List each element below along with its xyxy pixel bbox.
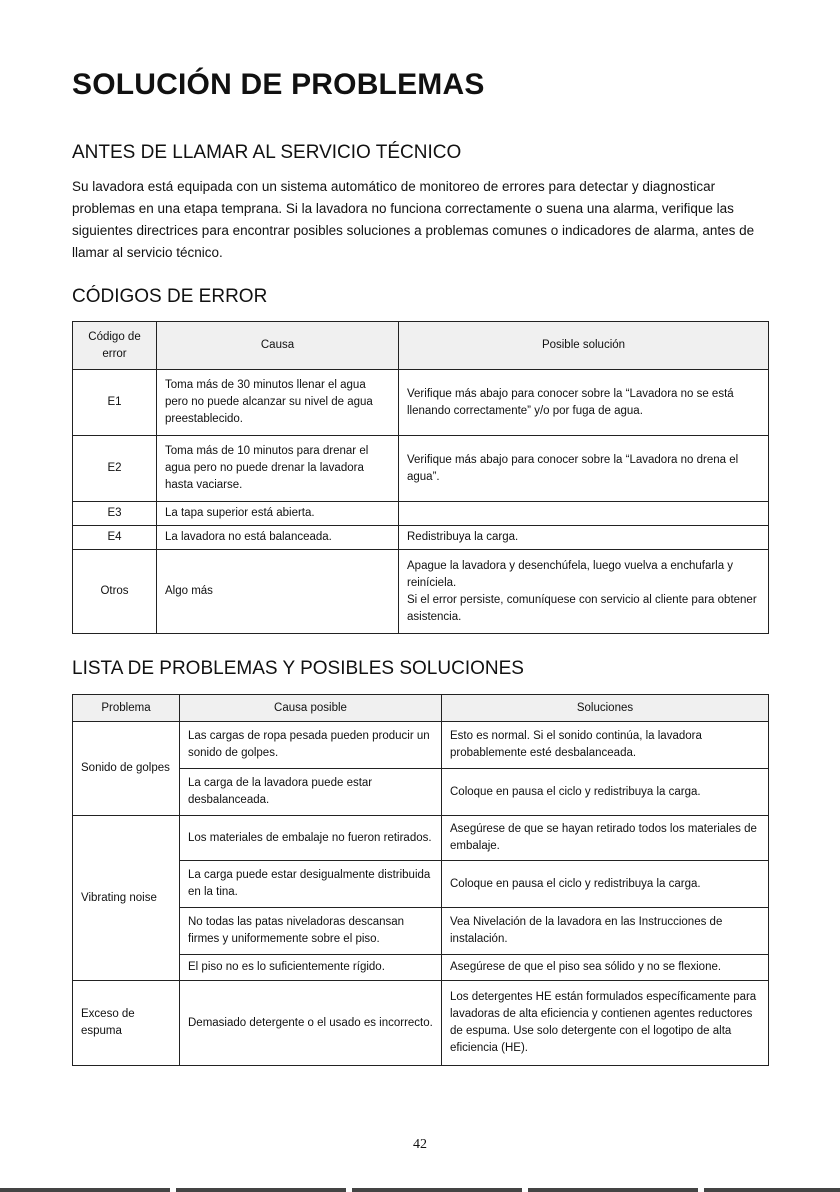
problem-solution: Esto es normal. Si el sonido continúa, la lavadora probablemente esté desbalanceada.	[442, 722, 769, 769]
error-code: E3	[73, 502, 157, 526]
table-row	[73, 370, 769, 436]
section-heading-problems: LISTA DE PROBLEMAS Y POSIBLES SOLUCIONES	[72, 658, 524, 679]
header-solution: Posible solución	[399, 322, 769, 370]
error-cause: La lavadora no está balanceada.	[157, 526, 399, 550]
table-row	[73, 722, 769, 769]
error-solution: Redistribuya la carga.	[399, 526, 769, 550]
table-row	[73, 816, 769, 861]
problem-name: Vibrating noise	[73, 816, 180, 981]
problem-cause: Demasiado detergente o el usado es incorrecto.	[180, 981, 442, 1066]
error-code: E4	[73, 526, 157, 550]
problem-solution: Vea Nivelación de la lavadora en las Instrucciones de instalación.	[442, 908, 769, 955]
problem-cause: La carga de la lavadora puede estar desbalanceada.	[180, 769, 442, 816]
error-cause: La tapa superior está abierta.	[157, 502, 399, 526]
section-heading-before-calling: ANTES DE LLAMAR AL SERVICIO TÉCNICO	[72, 142, 462, 163]
intro-paragraph: Su lavadora está equipada con un sistema automático de monitoreo de errores para detectar y diagnosticar problemas en una etapa temprana. Si la lavadora no funciona correctamente o suena una alarma, verifique las siguientes directrices para encontrar posibles soluciones a problemas comunes o indicadores de alarma, antes de llamar al servicio técnico.	[72, 179, 755, 260]
error-cause: Algo más	[157, 550, 399, 634]
error-code: E1	[73, 370, 157, 436]
error-solution: Verifique más abajo para conocer sobre la “Lavadora no se está llenando correctamente” y/o por fuga de agua.	[399, 370, 769, 436]
error-solution-line: Si el error persiste, comuníquese con servicio al cliente para obtener asistencia.	[407, 593, 757, 623]
table-header-row	[73, 695, 769, 722]
error-solution: Verifique más abajo para conocer sobre la “Lavadora no drena el agua”.	[399, 436, 769, 502]
header-problem: Problema	[73, 695, 180, 722]
problem-cause: El piso no es lo suficientemente rígido.	[180, 955, 442, 981]
problem-solution: Asegúrese de que se hayan retirado todos los materiales de embalaje.	[442, 816, 769, 861]
page-title: SOLUCIÓN DE PROBLEMAS	[72, 68, 485, 101]
error-solution-line: Apague la lavadora y desenchúfela, luego vuelva a enchufarla y reiníciela.	[407, 559, 734, 589]
table-row	[73, 526, 769, 550]
error-cause: Toma más de 10 minutos para drenar el agua pero no puede drenar la lavadora hasta vaciarse.	[157, 436, 399, 502]
problem-solution: Coloque en pausa el ciclo y redistribuya la carga.	[442, 861, 769, 908]
header-solutions: Soluciones	[442, 695, 769, 722]
section-heading-error-codes: CÓDIGOS DE ERROR	[72, 286, 268, 307]
problem-cause: La carga puede estar desigualmente distribuida en la tina.	[180, 861, 442, 908]
problem-name: Exceso de espuma	[73, 981, 180, 1066]
table-row	[73, 981, 769, 1066]
header-code: Código de error	[73, 322, 157, 370]
problem-solution: Asegúrese de que el piso sea sólido y no se flexione.	[442, 955, 769, 981]
problem-name: Sonido de golpes	[73, 722, 180, 816]
problem-solution: Coloque en pausa el ciclo y redistribuya la carga.	[442, 769, 769, 816]
table-header-row	[73, 322, 769, 370]
header-possible-cause: Causa posible	[180, 695, 442, 722]
problems-table	[72, 694, 769, 1066]
header-cause: Causa	[157, 322, 399, 370]
error-solution	[399, 502, 769, 526]
table-row	[73, 436, 769, 502]
problem-cause: Los materiales de embalaje no fueron retirados.	[180, 816, 442, 861]
table-row	[73, 502, 769, 526]
error-code: Otros	[73, 550, 157, 634]
error-solution	[399, 550, 769, 634]
bottom-rule	[0, 1188, 840, 1192]
error-cause: Toma más de 30 minutos llenar el agua pero no puede alcanzar su nivel de agua preestablecido.	[157, 370, 399, 436]
problem-solution: Los detergentes HE están formulados específicamente para lavadoras de alta eficiencia y contienen agentes reductores de espuma. Use solo detergente con el logotipo de alta eficiencia (HE).	[442, 981, 769, 1066]
error-codes-table	[72, 321, 769, 634]
error-code: E2	[73, 436, 157, 502]
problem-cause: No todas las patas niveladoras descansan firmes y uniformemente sobre el piso.	[180, 908, 442, 955]
table-row	[73, 550, 769, 634]
page-number: 42	[413, 1137, 427, 1152]
problem-cause: Las cargas de ropa pesada pueden producir un sonido de golpes.	[180, 722, 442, 769]
